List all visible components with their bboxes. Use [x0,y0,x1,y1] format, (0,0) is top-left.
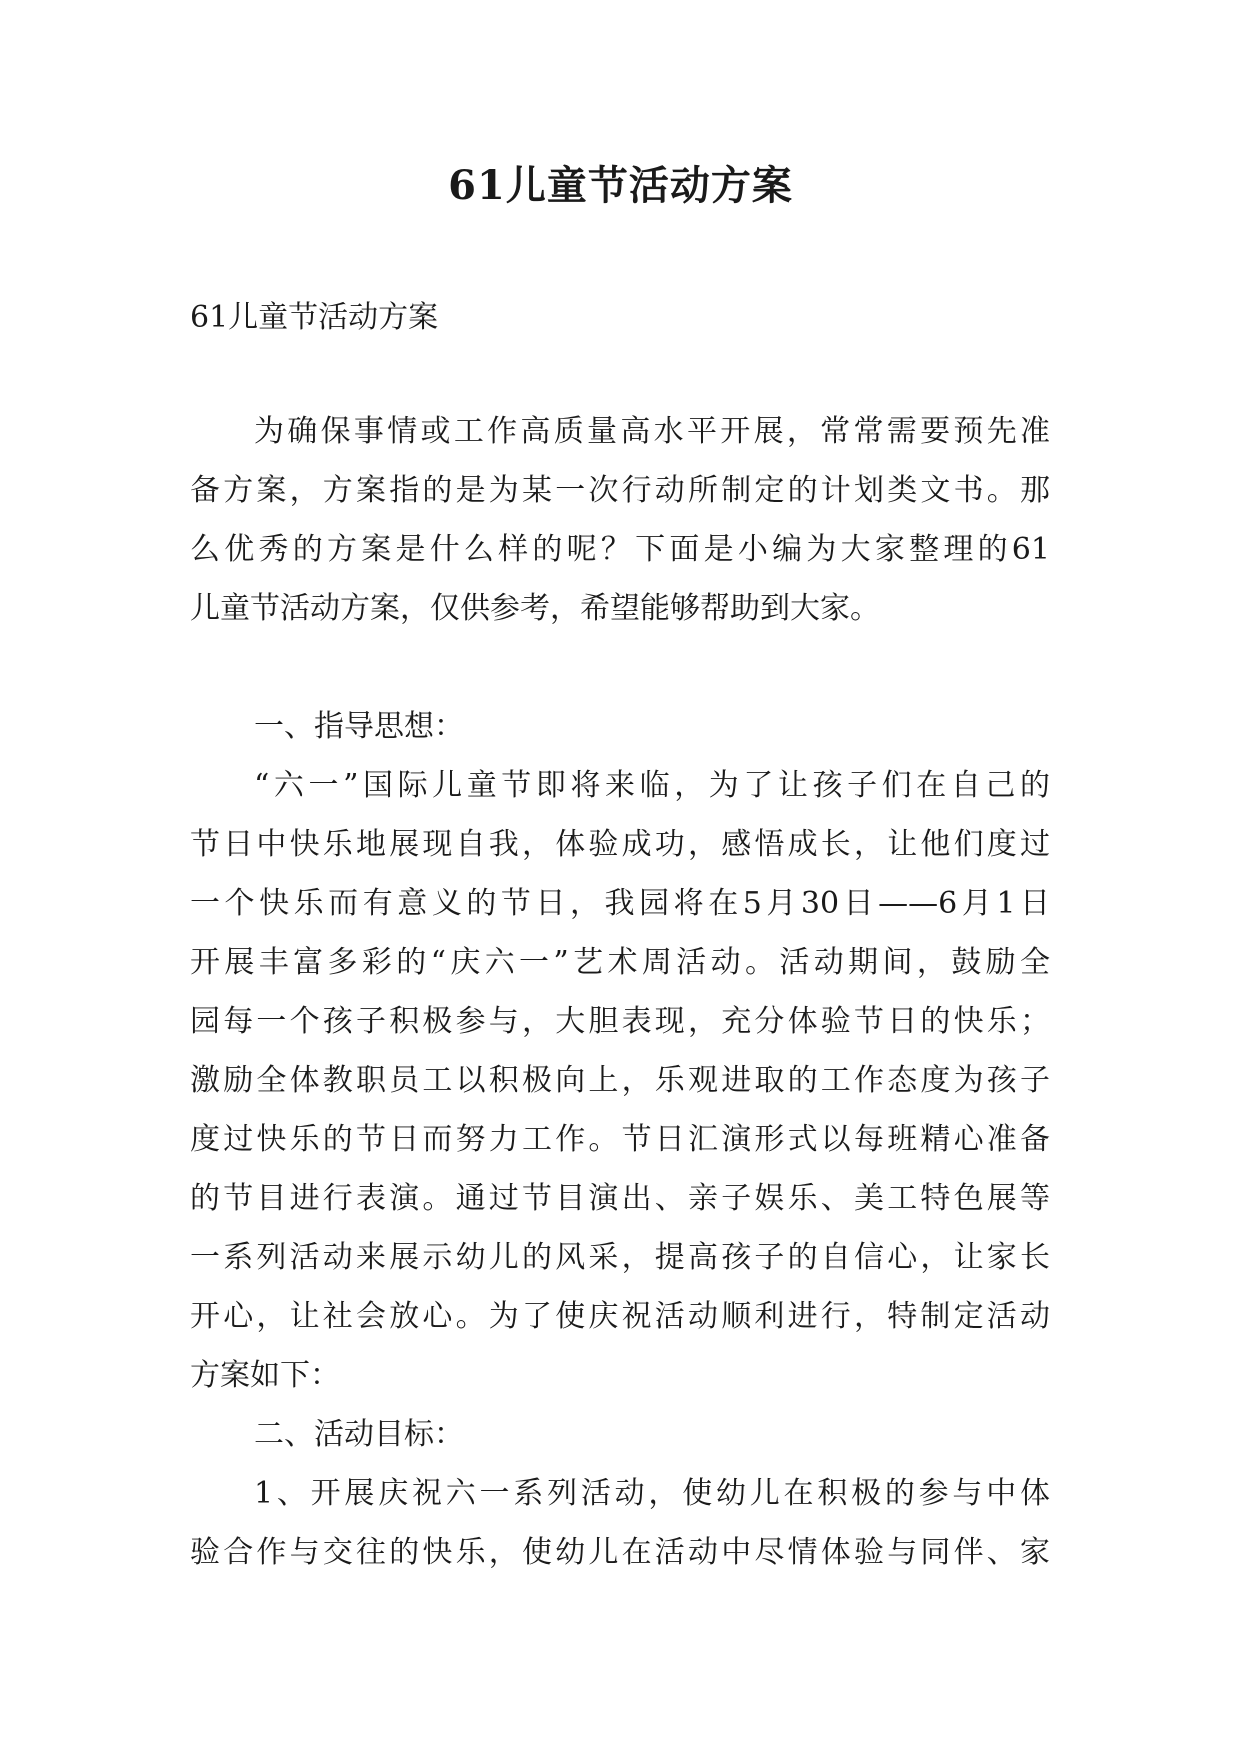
text-line: 么优秀的方案是什么样的呢？下面是小编为大家整理的61 [190,532,1050,567]
text-line: 1、开展庆祝六一系列活动，使幼儿在积极的参与中体 [254,1476,1050,1511]
text-line: 度过快乐的节日而努力工作。节日汇演形式以每班精心准备 [190,1122,1050,1157]
text-line: 激励全体教职员工以积极向上，乐观进取的工作态度为孩子 [190,1063,1050,1098]
text-line: 园每一个孩子积极参与，大胆表现，充分体验节日的快乐； [190,1004,1050,1039]
text-line: 备方案，方案指的是为某一次行动所制定的计划类文书。那 [190,473,1050,508]
main-content [190,697,1050,1582]
document-title: 61儿童节活动方案 [448,162,793,209]
text-line: 一系列活动来展示幼儿的风采，提高孩子的自信心，让家长 [190,1240,1050,1275]
text-line: “六一”国际儿童节即将来临，为了让孩子们在自己的 [254,768,1050,803]
text-line: 一个快乐而有意义的节日，我园将在5月30日——6月1日 [190,886,1050,921]
text-line: 开心，让社会放心。为了使庆祝活动顺利进行，特制定活动 [190,1299,1050,1334]
document-subtitle: 61儿童节活动方案 [190,300,439,335]
text-line: 的节目进行表演。通过节目演出、亲子娱乐、美工特色展等 [190,1181,1050,1216]
text-line: 方案如下： [190,1358,340,1393]
text-line: 开展丰富多彩的“庆六一”艺术周活动。活动期间，鼓励全 [190,945,1050,980]
text-line: 为确保事情或工作高质量高水平开展，常常需要预先准 [254,414,1050,449]
text-line: 验合作与交往的快乐，使幼儿在活动中尽情体验与同伴、家 [190,1535,1050,1570]
section-heading-activity-goals: 二、活动目标： [254,1417,464,1452]
text-line: 节日中快乐地展现自我，体验成功，感悟成长，让他们度过 [190,827,1050,862]
text-line: 儿童节活动方案，仅供参考，希望能够帮助到大家。 [190,591,880,626]
intro-paragraph [190,402,1050,638]
section-heading-guiding-ideology: 一、指导思想： [254,709,464,744]
